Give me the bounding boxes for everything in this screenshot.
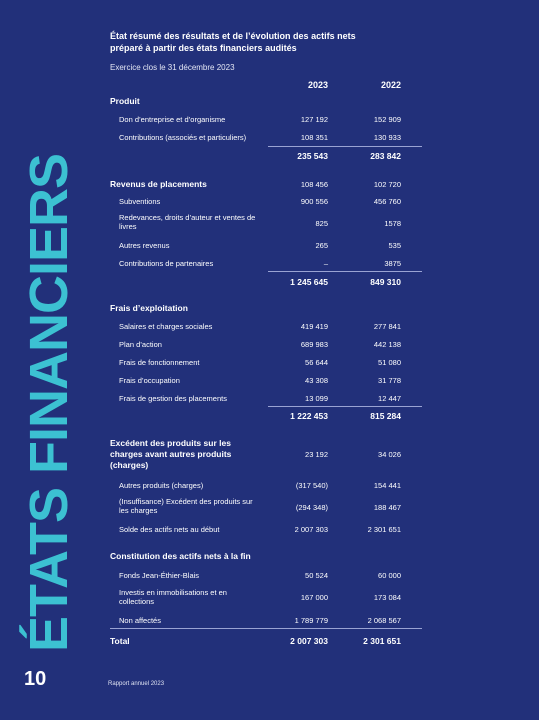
value-2023: 235 543	[297, 151, 328, 161]
section-produit	[110, 97, 422, 111]
table-row	[110, 197, 422, 211]
value-2023: 1 222 453	[290, 411, 328, 421]
table-row	[110, 588, 422, 608]
subtotal-row	[110, 152, 422, 166]
table-row	[110, 525, 422, 539]
value-2023: 2 007 303	[290, 636, 328, 646]
row-label: Autres revenus	[119, 241, 170, 250]
value-2022: 849 310	[370, 277, 401, 287]
table-row	[110, 571, 422, 585]
row-label: Salaires et charges sociales	[119, 322, 213, 331]
value-2023: 43 308	[305, 376, 328, 385]
value-2022: 2 301 651	[367, 525, 401, 534]
heading-line-2: préparé à partir des états financiers audités	[110, 43, 297, 53]
section-frais-exploitation	[110, 304, 422, 318]
table-row	[110, 497, 422, 517]
row-label: Frais d’exploitation	[110, 303, 188, 313]
divider	[110, 628, 422, 629]
value-2023: 127 192	[300, 115, 328, 124]
value-2022: 34 026	[378, 450, 401, 459]
row-label: Redevances, droits d’auteur et ventes de livres	[119, 213, 256, 231]
row-label: Don d’entreprise et d’organisme	[119, 115, 226, 124]
divider	[268, 146, 422, 147]
row-label: Produit	[110, 96, 140, 106]
value-2022: 277 841	[373, 322, 401, 331]
table-row	[110, 241, 422, 255]
divider	[268, 406, 422, 407]
section-revenus-de-placements	[110, 180, 422, 194]
value-2022: 130 933	[373, 133, 401, 142]
value-2023: 108 456	[300, 180, 328, 189]
row-label: Total	[110, 636, 130, 646]
row-label: Non affectés	[119, 616, 161, 625]
value-2023: (294 348)	[295, 503, 328, 512]
value-2022: 152 909	[373, 115, 401, 124]
subtotal-row	[110, 278, 422, 292]
value-2022: 3875	[384, 259, 401, 268]
grand-total-row	[110, 637, 422, 651]
value-2022: 51 080	[378, 358, 401, 367]
table-row	[110, 376, 422, 390]
value-2022: 173 084	[373, 593, 401, 602]
column-header-2022: 2022	[380, 80, 401, 90]
value-2022: 2 068 567	[367, 616, 401, 625]
value-2023: 2 007 303	[294, 525, 328, 534]
value-2022: 456 760	[373, 197, 401, 206]
column-header-2023: 2023	[307, 80, 328, 90]
table-row	[110, 358, 422, 372]
row-label: Subventions	[119, 197, 161, 206]
value-2023: –	[323, 259, 328, 268]
value-2023: 13 099	[305, 394, 328, 403]
row-label: Frais de fonctionnement	[119, 358, 200, 367]
row-label: Frais d’occupation	[119, 376, 180, 385]
value-2023: 56 644	[305, 358, 328, 367]
page-number: 10	[24, 668, 47, 690]
row-label: Autres produits (charges)	[119, 481, 204, 490]
table-row	[110, 322, 422, 336]
value-2022: 102 720	[373, 180, 401, 189]
value-2022: 31 778	[378, 376, 401, 385]
section-constitution	[110, 552, 422, 566]
row-label: Fonds Jean-Éthier-Blais	[119, 571, 200, 580]
value-2023: 50 524	[305, 571, 328, 580]
row-label: Frais de gestion des placements	[119, 394, 227, 403]
row-label: (Insuffisance) Excédent des produits sur les charges	[119, 497, 253, 515]
value-2022: 12 447	[378, 394, 401, 403]
row-label: Plan d’action	[119, 340, 162, 349]
table-row	[110, 340, 422, 354]
row-label: Revenus de placements	[110, 179, 207, 189]
side-title: ÉTATS FINANCIERS	[19, 153, 79, 652]
value-2023: 108 351	[300, 133, 328, 142]
footer-text: Rapport annuel 2023	[108, 681, 165, 687]
row-label: Contributions de partenaires	[119, 259, 214, 268]
value-2022: 442 138	[373, 340, 401, 349]
section-excedent	[110, 438, 422, 472]
heading-line-1: État résumé des résultats et de l’évolution des actifs nets	[110, 31, 356, 41]
statement-heading	[110, 30, 410, 54]
value-2022: 283 842	[370, 151, 401, 161]
value-2022: 1578	[384, 219, 401, 228]
value-2022: 188 467	[373, 503, 401, 512]
table-row	[110, 115, 422, 129]
value-2023: 1 789 779	[294, 616, 328, 625]
value-2022: 2 301 651	[363, 636, 401, 646]
row-label: Constitution des actifs nets à la fin	[110, 551, 251, 561]
value-2023: (317 540)	[295, 481, 328, 490]
row-label: Excédent des produits sur les charges avant autres produits (charges)	[110, 438, 232, 470]
subtotal-row	[110, 412, 422, 426]
divider	[268, 271, 422, 272]
table-row	[110, 133, 422, 147]
value-2023: 265	[315, 241, 328, 250]
table-row	[110, 481, 422, 495]
value-2023: 689 983	[300, 340, 328, 349]
value-2023: 419 419	[300, 322, 328, 331]
row-label: Solde des actifs nets au début	[119, 525, 220, 534]
value-2023: 23 192	[305, 450, 328, 459]
value-2022: 60 000	[378, 571, 401, 580]
value-2023: 1 245 645	[290, 277, 328, 287]
value-2023: 900 556	[300, 197, 328, 206]
fiscal-year-subheading: Exercice clos le 31 décembre 2023	[110, 63, 235, 72]
table-row	[110, 213, 422, 233]
value-2022: 154 441	[373, 481, 401, 490]
row-label: Contributions (associés et particuliers)	[119, 133, 247, 142]
value-2023: 825	[315, 219, 328, 228]
value-2023: 167 000	[300, 593, 328, 602]
value-2022: 815 284	[370, 411, 401, 421]
value-2022: 535	[388, 241, 401, 250]
row-label: Investis en immobilisations et en collections	[119, 588, 227, 606]
